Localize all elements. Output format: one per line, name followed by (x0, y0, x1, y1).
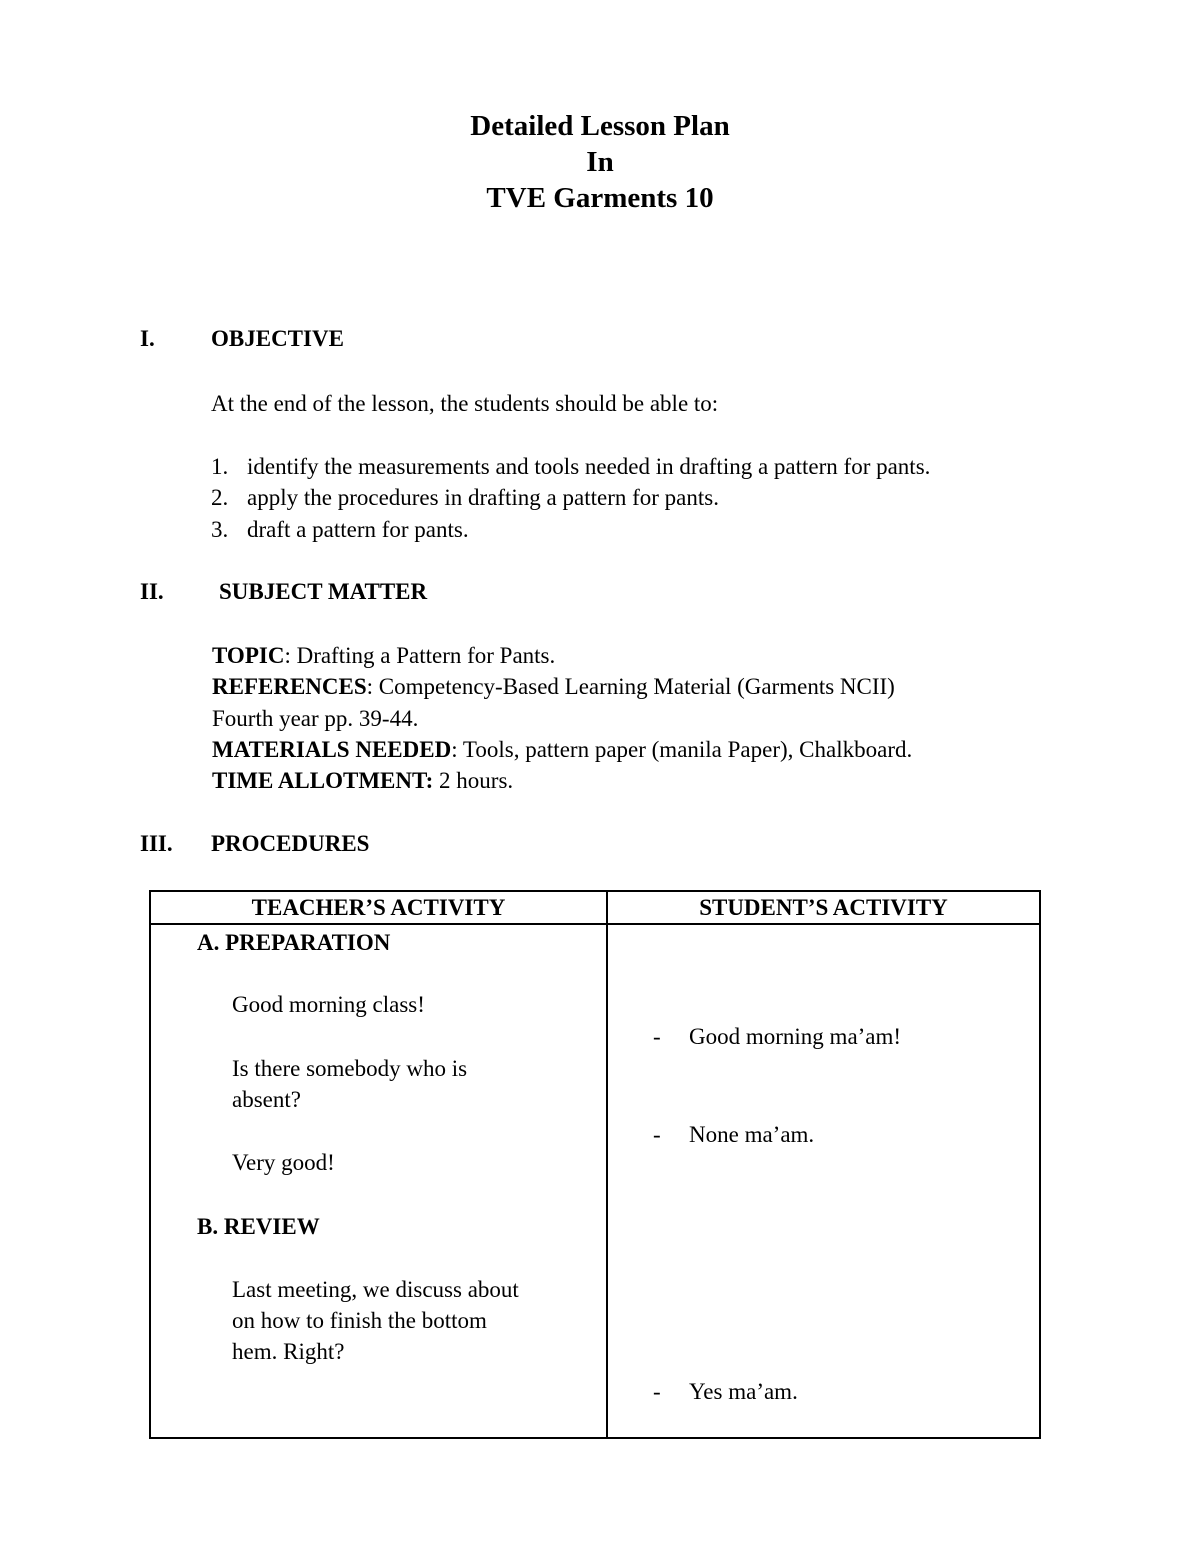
materials-line (212, 734, 912, 765)
student-activity-cell (607, 924, 1040, 1438)
procedures-table (149, 890, 1041, 1439)
teacher-activity-cell (150, 924, 607, 1438)
section-title-procedures: PROCEDURES (211, 831, 370, 856)
bullet-dash: - (653, 1122, 661, 1147)
objective-item-number: 3. (211, 517, 229, 542)
materials-value: : Tools, pattern paper (manila Paper), Chalkboard. (451, 737, 913, 762)
student-activity-header: STUDENT’S ACTIVITY (607, 891, 1040, 924)
topic-line (212, 640, 555, 671)
preparation-heading: A. PREPARATION (197, 930, 391, 955)
student-response-absent: None ma’am. (689, 1122, 815, 1147)
section-number-subject: II. (140, 579, 164, 604)
materials-label: MATERIALS NEEDED (212, 737, 452, 762)
doc-title-line1: Detailed Lesson Plan (470, 110, 730, 142)
references-label: REFERENCES (212, 674, 367, 699)
references-line (212, 671, 895, 702)
teacher-review-line2: on how to finish the bottom (232, 1308, 487, 1333)
teacher-greeting: Good morning class! (232, 992, 425, 1017)
time-line (212, 765, 513, 796)
bullet-dash: - (653, 1379, 661, 1404)
review-heading: B. REVIEW (197, 1214, 320, 1239)
teacher-review-line1: Last meeting, we discuss about (232, 1277, 519, 1302)
doc-title-line2: In (586, 146, 614, 178)
table-row (150, 924, 1040, 1438)
section-number-procedures: III. (140, 831, 173, 856)
objective-item: draft a pattern for pants. (247, 517, 469, 542)
topic-value: : Drafting a Pattern for Pants. (284, 643, 556, 668)
section-title-objective: OBJECTIVE (211, 326, 344, 351)
teacher-activity-header: TEACHER’S ACTIVITY (150, 891, 607, 924)
objective-item: apply the procedures in drafting a pattern for pants. (247, 485, 719, 510)
teacher-very-good: Very good! (232, 1150, 335, 1175)
references-value: : Competency-Based Learning Material (Garments NCII) (366, 674, 895, 699)
references-continuation: Fourth year pp. 39-44. (212, 706, 419, 731)
teacher-review-line3: hem. Right? (232, 1339, 345, 1364)
time-value: 2 hours. (433, 768, 514, 793)
time-label: TIME ALLOTMENT: (212, 768, 434, 793)
teacher-absent-question-line2: absent? (232, 1087, 301, 1112)
student-response-greeting: Good morning ma’am! (689, 1024, 902, 1049)
objective-intro: At the end of the lesson, the students should be able to: (211, 391, 719, 416)
objective-item-number: 2. (211, 485, 229, 510)
teacher-absent-question-line1: Is there somebody who is (232, 1056, 468, 1081)
student-response-review: Yes ma’am. (689, 1379, 798, 1404)
objective-item: identify the measurements and tools needed in drafting a pattern for pants. (247, 454, 931, 479)
doc-title-line3: TVE Garments 10 (486, 182, 714, 214)
table-header-row (150, 891, 1040, 924)
topic-label: TOPIC (212, 643, 285, 668)
section-number-objective: I. (140, 326, 155, 351)
section-title-subject: SUBJECT MATTER (219, 579, 428, 604)
objective-item-number: 1. (211, 454, 229, 479)
bullet-dash: - (653, 1024, 661, 1049)
